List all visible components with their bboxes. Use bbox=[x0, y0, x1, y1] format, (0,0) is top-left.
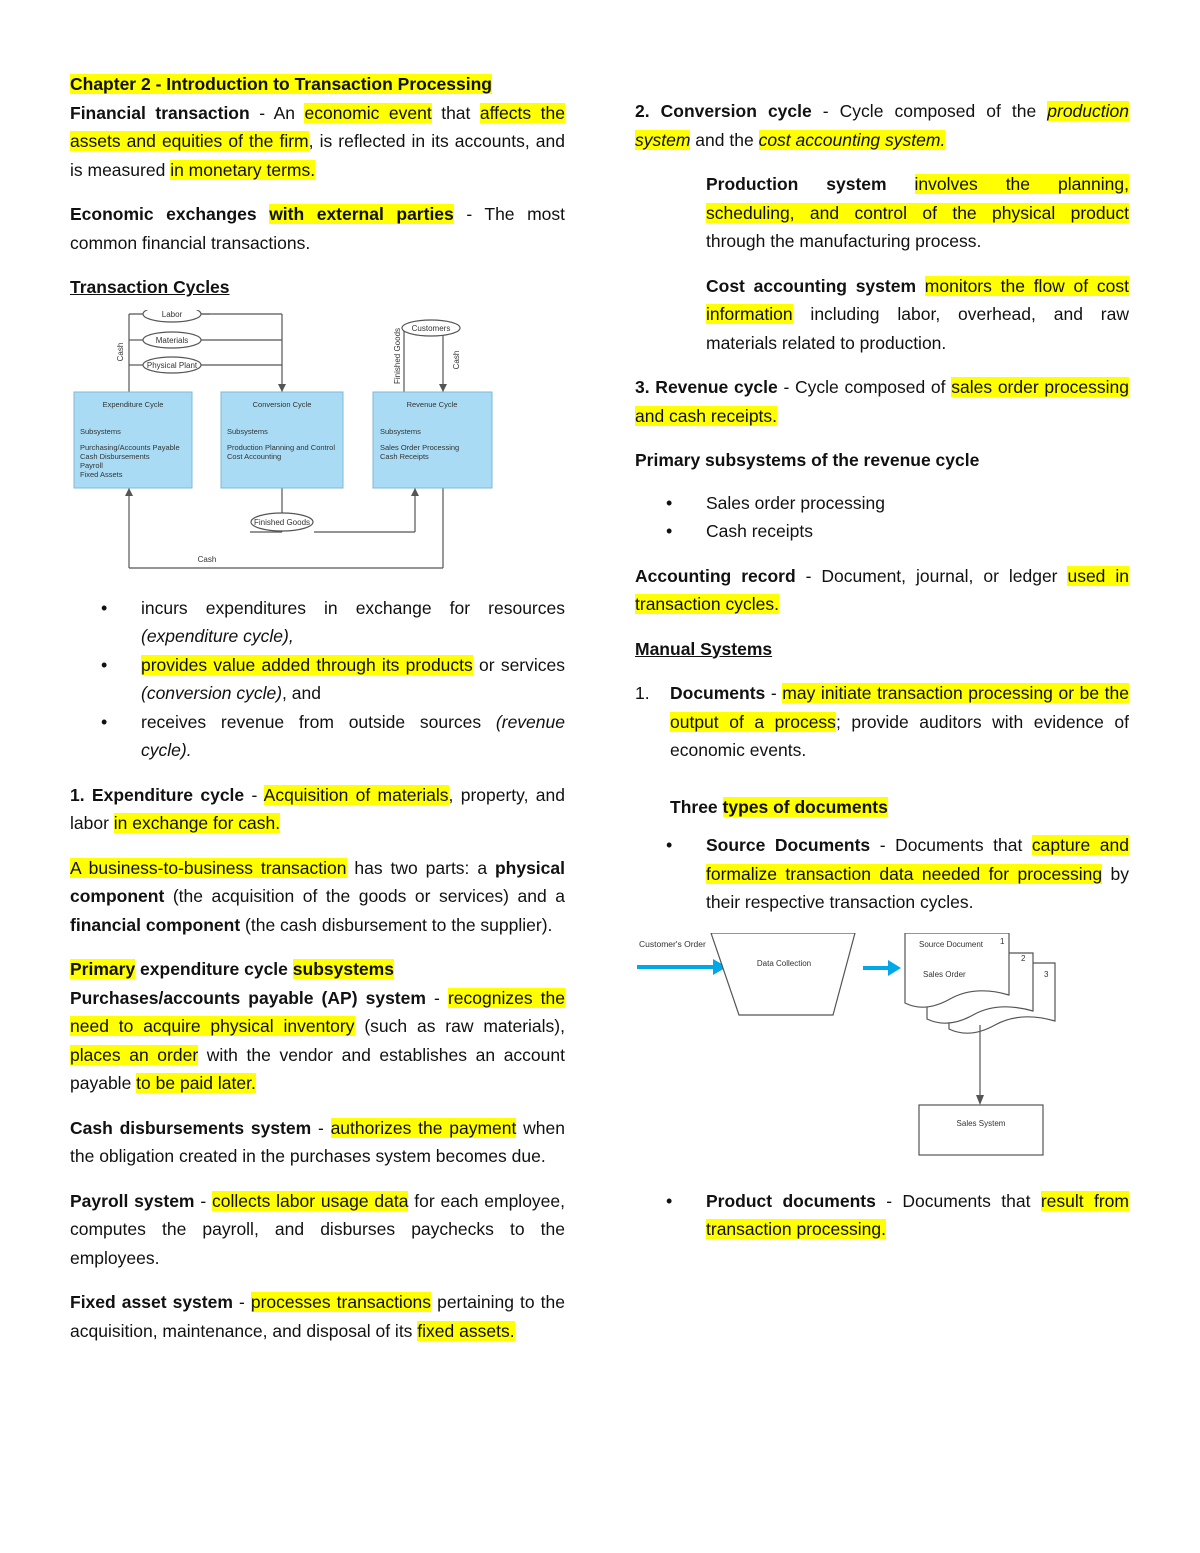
fixed-asset-para: Fixed asset system - processes transactions pertaining to the acquisition, maintenance, and disposal of its fixed assets. bbox=[70, 1292, 565, 1341]
physical-plant-label: Physical Plant bbox=[146, 360, 198, 370]
transaction-cycles-heading: Transaction Cycles bbox=[70, 277, 230, 297]
payroll-para: Payroll system - collects labor usage data for each employee, computes the payroll, and disburses paychecks to the employees. bbox=[70, 1190, 565, 1268]
cash-right-label: Cash bbox=[452, 350, 461, 369]
list-item: • provides value added through its products or services (conversion cycle), and bbox=[70, 651, 565, 708]
left-column bbox=[70, 70, 565, 1361]
financial-transaction-para: Financial transaction - An economic event that affects the assets and equities of the firm, is reflected in its accounts, and is measured in monetary terms. bbox=[70, 102, 565, 180]
conversion-cycle-title: Conversion Cycle bbox=[252, 399, 312, 409]
source-document-diagram bbox=[635, 933, 1129, 1173]
exp-item-2: Cash Disbursements bbox=[80, 451, 150, 461]
manual-systems-heading: Manual Systems bbox=[635, 638, 773, 659]
source-document-label: Source Document bbox=[919, 939, 984, 949]
revenue-cycle-para: 3. Revenue cycle - Cycle composed of sales order processing and cash receipts. bbox=[635, 377, 1130, 426]
expenditure-subsystems-label: Subsystems bbox=[80, 426, 121, 436]
revenue-subsystems-heading: Primary subsystems of the revenue cycle bbox=[635, 450, 980, 470]
finished-goods-label: Finished Goods bbox=[253, 517, 311, 527]
source-documents-list bbox=[635, 831, 1129, 917]
materials-label: Materials bbox=[155, 335, 189, 345]
rev-item-2: Cash Receipts bbox=[380, 451, 429, 461]
right-column bbox=[635, 97, 1129, 1260]
exp-item-3: Payroll bbox=[80, 460, 103, 470]
accounting-record-para: Accounting record - Document, journal, or ledger used in transaction cycles. bbox=[635, 565, 1129, 614]
cash-disbursements-para: Cash disbursements system - authorizes the payment when the obligation created in the purchases system becomes due. bbox=[70, 1117, 565, 1166]
list-item: • Product documents - Documents that result from transaction processing. bbox=[635, 1187, 1129, 1244]
data-collection-label: Data Collection bbox=[756, 958, 812, 968]
list-item: • incurs expenditures in exchange for resources (expenditure cycle), bbox=[70, 594, 565, 651]
production-system-para: Production system involves the planning, scheduling, and control of the physical product through the manufacturing process. bbox=[706, 174, 1129, 251]
sales-system-label: Sales System bbox=[956, 1118, 1006, 1128]
conv-item-2: Cost Accounting bbox=[227, 451, 282, 461]
list-item: • Cash receipts bbox=[635, 517, 1129, 546]
sales-order-label: Sales Order bbox=[923, 969, 966, 979]
list-item: • receives revenue from outside sources (revenue cycle). bbox=[70, 708, 565, 765]
chapter-title: Chapter 2 - Introduction to Transaction Processing bbox=[70, 74, 492, 94]
ap-system-para: Purchases/accounts payable (AP) system - recognizes the need to acquire physical inventory (such as raw materials), places an order with the vendor and establishes an account payable to be paid later. bbox=[70, 987, 565, 1093]
expenditure-cycle-title: Expenditure Cycle bbox=[102, 399, 164, 409]
cash-bottom-label: Cash bbox=[197, 554, 217, 564]
cycle-bullets bbox=[70, 594, 565, 765]
doc-number-2: 2 bbox=[1021, 953, 1026, 963]
revenue-subsystems-label: Subsystems bbox=[380, 426, 421, 436]
b2b-para: A business-to-business transaction has two parts: a physical component (the acquisition of the goods or services) and a financial component (the cash disbursement to the supplier). bbox=[70, 857, 565, 935]
labor-label: Labor bbox=[161, 309, 183, 319]
customers-order-label: Customer's Order bbox=[639, 938, 706, 949]
conversion-subsystems-label: Subsystems bbox=[227, 426, 268, 436]
primary-subsystems-heading: Primary expenditure cycle subsystems bbox=[70, 959, 394, 979]
doc-number-1: 1 bbox=[1000, 936, 1005, 946]
finished-goods-vertical-label: Finished Goods bbox=[393, 327, 402, 384]
cash-left-label: Cash bbox=[116, 342, 125, 361]
list-item: • Sales order processing bbox=[635, 489, 1129, 518]
revenue-subsystems-list bbox=[635, 489, 1129, 546]
customers-label: Customers bbox=[411, 323, 451, 333]
conv-item-1: Production Planning and Control bbox=[227, 442, 335, 452]
doc-number-3: 3 bbox=[1044, 969, 1049, 979]
exp-item-1: Purchasing/Accounts Payable bbox=[80, 442, 180, 452]
cost-accounting-para: Cost accounting system monitors the flow of cost information including labor, overhead, and raw materials related to production. bbox=[706, 275, 1129, 353]
product-documents-list bbox=[635, 1187, 1129, 1244]
three-types-heading: Three types of documents bbox=[670, 796, 888, 817]
expenditure-cycle-para: 1. Expenditure cycle - Acquisition of materials, property, and labor in exchange for cash. bbox=[70, 784, 565, 833]
transaction-cycles-diagram bbox=[70, 310, 565, 580]
rev-item-1: Sales Order Processing bbox=[380, 442, 460, 452]
exp-item-4: Fixed Assets bbox=[80, 469, 123, 479]
revenue-cycle-title: Revenue Cycle bbox=[406, 399, 458, 409]
list-item: • Source Documents - Documents that capture and formalize transaction data needed for processing by their respective transaction cycles. bbox=[635, 831, 1129, 917]
conversion-cycle-para: 2. Conversion cycle - Cycle composed of the production system and the cost accounting system. bbox=[635, 101, 1129, 150]
economic-exchanges-para: Economic exchanges with external parties - The most common financial transactions. bbox=[70, 204, 565, 253]
documents-para: 1. Documents - may initiate transaction processing or be the output of a process; provide auditors with evidence of economic events. bbox=[635, 683, 1130, 760]
